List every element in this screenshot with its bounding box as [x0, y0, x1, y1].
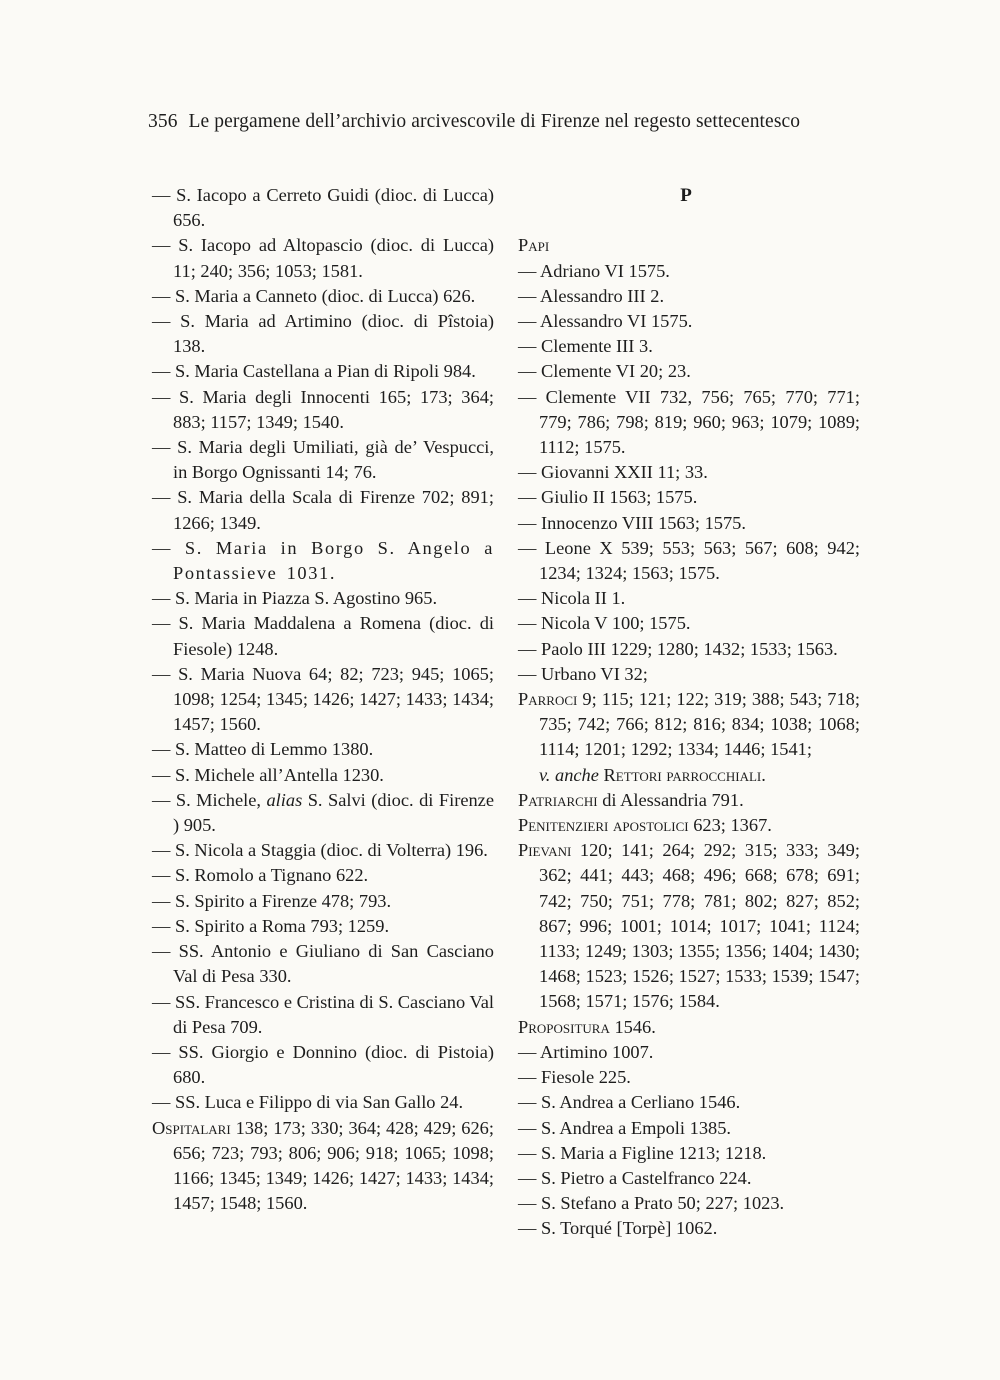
index-entry: — S. Maria in Piazza S. Agostino 965.	[152, 588, 438, 609]
alias-term: alias	[266, 789, 303, 810]
index-entry: — S. Maria in Borgo S. Angelo a Pontassieve 1031.	[152, 537, 494, 584]
index-entry: — Innocenzo VIII 1563; 1575.	[518, 512, 746, 533]
index-entry: — SS. Giorgio e Donnino (dioc. di Pistoia) 680.	[152, 1041, 494, 1088]
heading-term: Papi	[518, 235, 550, 256]
index-entry: — S. Maria Maddalena a Romena (dioc. di Fiesole) 1248.	[152, 613, 494, 659]
index-heading-ospitalari	[152, 1116, 494, 1217]
index-entry: — S. Romolo a Tignano 622.	[152, 865, 369, 886]
heading-refs: 1546.	[614, 1016, 656, 1037]
index-entry: — Alessandro III 2.	[518, 285, 665, 306]
left-column	[152, 183, 494, 1216]
index-entry: — Clemente VI 20; 23.	[518, 361, 691, 382]
index-entry: — S. Torqué [Torpè] 1062.	[518, 1218, 718, 1239]
index-entry: — SS. Antonio e Giuliano di San Casciano Val di Pesa 330.	[152, 941, 494, 987]
index-entry: — Leone X 539; 553; 563; 567; 608; 942; 1234; 1324; 1563; 1575.	[518, 537, 860, 584]
index-entry: — S. Spirito a Roma 793; 1259.	[152, 915, 390, 936]
index-heading-patriarchi	[518, 788, 860, 813]
heading-term: Patriarchi	[518, 789, 598, 810]
index-entry: — Alessandro VI 1575.	[518, 311, 693, 331]
heading-refs: 138; 173; 330; 364; 428; 429; 626; 656; 723; 793; 806; 906; 918; 1065; 1098; 1166; 1345; 1349; 1426; 1427; 1433; 1434; 1457; 1548; 1560.	[173, 1117, 494, 1214]
heading-term: Pievani	[518, 840, 572, 861]
index-entry: — S. Pietro a Castelfranco 224.	[518, 1167, 752, 1188]
index-entry: — S. Iacopo ad Altopascio (dioc. di Lucca) 11; 240; 356; 1053; 1581.	[152, 235, 494, 281]
index-entry: — S. Michele all’Antella 1230.	[152, 764, 384, 785]
running-title: Le pergamene dell’archivio arcivescovile di Firenze nel regesto settecentesco	[188, 111, 801, 132]
index-entry: — SS. Luca e Filippo di via San Gallo 24.	[152, 1092, 464, 1113]
index-entry: — Clemente III 3.	[518, 336, 653, 357]
index-entry: — S. Maria della Scala di Firenze 702; 891; 1266; 1349.	[152, 487, 494, 533]
heading-term: Ospitalari	[152, 1117, 231, 1138]
index-entry: — Fiesole 225.	[518, 1067, 631, 1088]
index-heading-papi	[518, 233, 860, 258]
index-entry: — S. Maria a Figline 1213; 1218.	[518, 1142, 767, 1163]
index-entry: — Artimino 1007.	[518, 1041, 654, 1062]
index-entry: — S. Spirito a Firenze 478; 793.	[152, 890, 392, 911]
running-header	[148, 111, 800, 133]
right-column	[518, 183, 860, 1242]
index-entry: — S. Maria Castellana a Pian di Ripoli 984.	[152, 361, 476, 382]
heading-refs: 9; 115; 121; 122; 319; 388; 543; 718; 735; 742; 766; 812; 816; 834; 1038; 1068; 1114; 1201; 1292; 1334; 1446; 1541;	[539, 689, 860, 760]
index-entry: — S. Nicola a Staggia (dioc. di Volterra) 196.	[152, 840, 488, 861]
index-entry: — S. Stefano a Prato 50; 227; 1023.	[518, 1193, 785, 1214]
index-entry: — S. Iacopo a Cerreto Guidi (dioc. di Lucca) 656.	[152, 185, 494, 231]
index-entry: — S. Maria a Canneto (dioc. di Lucca) 626.	[152, 285, 476, 306]
index-entry: — S. Maria Nuova 64; 82; 723; 945; 1065; 1098; 1254; 1345; 1426; 1427; 1433; 1434; 1457; 1560.	[152, 663, 494, 735]
index-entry: — S. Andrea a Cerliano 1546.	[518, 1092, 741, 1113]
index-entry: — S. Maria degli Umiliati, già de’ Vespucci, in Borgo Ognissanti 14; 76.	[152, 437, 494, 483]
index-entry-michele-salvi	[152, 788, 494, 838]
section-letter: P	[680, 185, 692, 206]
index-entry: — S. Maria ad Artimino (dioc. di Pîstoia) 138.	[152, 311, 494, 357]
heading-refs: 623; 1367.	[693, 815, 772, 836]
heading-term: Penitenzieri apostolici	[518, 815, 689, 836]
entry-text: — S. Michele,	[152, 789, 261, 810]
heading-refs: 120; 141; 264; 292; 315; 333; 349; 362; 441; 443; 468; 496; 668; 678; 691; 742; 750; 751; 778; 781; 802; 827; 852; 867; 996; 1001; 1014; 1017; 1041; 1124; 1133; 1249; 1303; 1355; 1356; 1404; 1430; 1468; 1523; 1526; 1527; 1533; 1539; 1547; 1568; 1571; 1576; 1584.	[539, 840, 860, 1012]
see-target: Rettori parrocchiali.	[603, 764, 766, 785]
index-entry: — Urbano VI 32;	[518, 663, 648, 684]
index-heading-parroci	[518, 687, 860, 788]
index-entry: — Giulio II 1563; 1575.	[518, 487, 698, 508]
index-heading-pievani	[518, 838, 860, 1014]
page-number: 356	[148, 111, 178, 132]
index-entry: — SS. Francesco e Cristina di S. Casciano Val di Pesa 709.	[152, 991, 494, 1037]
index-entry: — S. Matteo di Lemmo 1380.	[152, 739, 374, 760]
index-entry: — S. Andrea a Empoli 1385.	[518, 1117, 732, 1138]
index-heading-penitenzieri	[518, 813, 860, 838]
index-entry: — Clemente VII 732, 756; 765; 770; 771; 779; 786; 798; 819; 960; 963; 1079; 1089; 1112; 1575.	[518, 386, 860, 458]
index-entry: — Paolo III 1229; 1280; 1432; 1533; 1563.	[518, 638, 838, 659]
entry-text: S. Salvi (dioc. di Firenze ) 905.	[173, 789, 494, 836]
see-also: v. anche	[539, 764, 599, 785]
index-heading-propositura	[518, 1015, 860, 1040]
heading-term: Parroci	[518, 689, 578, 710]
index-entry: — Nicola V 100; 1575.	[518, 613, 691, 634]
index-entry: — Giovanni XXII 11; 33.	[518, 462, 708, 483]
heading-refs: di Alessandria 791.	[602, 789, 744, 810]
heading-term: Propositura	[518, 1016, 610, 1037]
index-entry: — Nicola II 1.	[518, 588, 626, 609]
index-entry: — Adriano VI 1575.	[518, 260, 670, 281]
index-entry: — S. Maria degli Innocenti 165; 173; 364; 883; 1157; 1349; 1540.	[152, 386, 494, 432]
